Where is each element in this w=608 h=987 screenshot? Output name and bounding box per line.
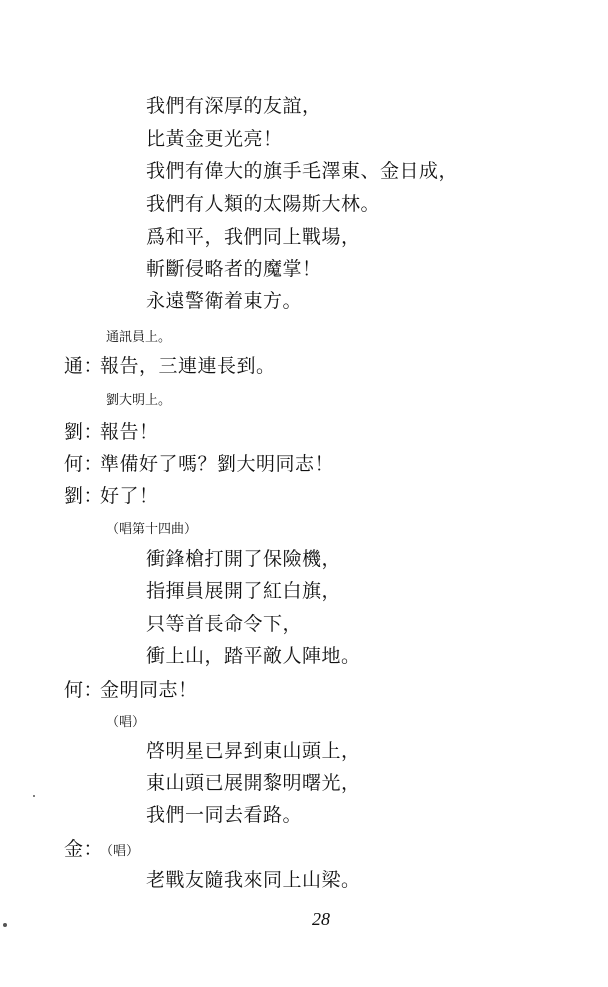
song-line: 東山頭已展開黎明曙光， xyxy=(146,772,361,794)
page-number: 28 xyxy=(312,909,330,929)
dialogue-line xyxy=(64,453,334,475)
song-line: 我們一同去看路。 xyxy=(146,804,303,826)
song-line: 只等首長命令下， xyxy=(146,613,303,635)
song-line: 啓明星已昇到東山頭上， xyxy=(146,740,361,762)
dialogue-line xyxy=(64,838,139,860)
dialogue-text: 報告！ xyxy=(100,421,159,443)
scan-speck xyxy=(33,795,35,797)
song-line: 我們有人類的太陽斯大林。 xyxy=(146,193,381,215)
song-line: 斬斷侵略者的魔掌！ xyxy=(146,258,322,280)
song-line: 衝鋒槍打開了保險機， xyxy=(146,548,342,570)
stage-direction: 劉大明上。 xyxy=(106,393,172,408)
dialogue-line xyxy=(64,355,276,377)
stage-direction: （唱） xyxy=(100,844,140,859)
speaker-label: 何： xyxy=(64,453,104,475)
song-line: 爲和平，我們同上戰場， xyxy=(146,226,361,248)
dialogue-text: 準備好了嗎？劉大明同志！ xyxy=(100,453,335,475)
stage-direction: （唱） xyxy=(106,715,146,730)
dialogue-text: 報告，三連連長到。 xyxy=(100,355,276,377)
song-line: 永遠警衛着東方。 xyxy=(146,290,303,312)
song-line: 我們有偉大的旗手毛澤東、金日成， xyxy=(146,160,459,182)
speaker-label: 通： xyxy=(64,355,104,377)
song-line: 我們有深厚的友誼， xyxy=(146,95,322,117)
speaker-label: 劉： xyxy=(64,485,104,507)
scan-speck xyxy=(3,923,7,927)
dialogue-line xyxy=(64,679,198,701)
stage-direction: （唱第十四曲） xyxy=(106,522,198,537)
speaker-label: 何： xyxy=(64,679,104,701)
speaker-label: 金： xyxy=(64,838,104,860)
dialogue-text: 好了！ xyxy=(100,485,159,507)
song-line: 比黃金更光亮！ xyxy=(146,128,283,150)
song-line: 衝上山，踏平敵人陣地。 xyxy=(146,645,361,667)
song-line: 指揮員展開了紅白旗， xyxy=(146,580,342,602)
speaker-label: 劉： xyxy=(64,421,104,443)
dialogue-text: 金明同志！ xyxy=(100,679,198,701)
song-line: 老戰友隨我來同上山梁。 xyxy=(146,869,361,891)
dialogue-line xyxy=(64,421,159,443)
stage-direction: 通訊員上。 xyxy=(106,330,172,345)
dialogue-line xyxy=(64,485,159,507)
